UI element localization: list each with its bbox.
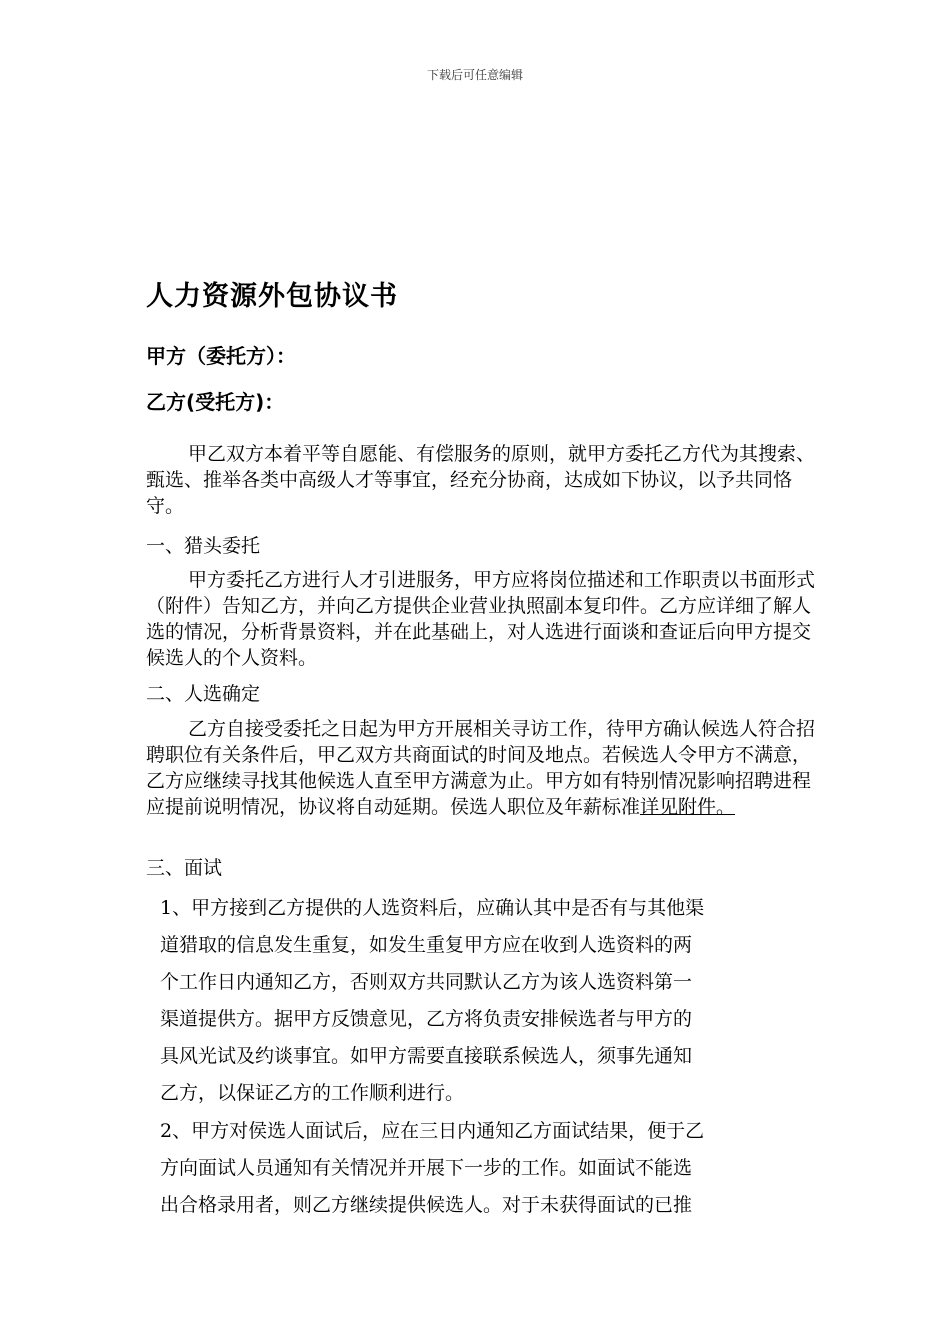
intro-block: [146, 441, 826, 519]
section-2-heading: 二、人选确定: [146, 683, 261, 705]
section-3-line: 个工作日内通知乙方，否则双方共同默认乙方为该人选资料第一: [160, 971, 693, 993]
section-2-text: 乙方自接受委托之日起为甲方开展相关寻访工作，待甲方确认候选人符合招聘职位有关条件后，甲乙双方共商面试的时间及地点。若候选人令甲方不满意，乙方应继续寻找其他候选人直至甲方满意为止。甲方如有特别情况影响招聘进程应提前说明情况，协议将自动延期。侯选人职位及年薪标准: [146, 718, 816, 818]
section-3-line: 出合格录用者，则乙方继续提供候选人。对于未获得面试的已推: [160, 1194, 693, 1216]
section-3-line: 1、甲方接到乙方提供的人选资料后，应确认其中是否有与其他渠: [160, 897, 705, 919]
section-2-block: [146, 716, 826, 820]
section-2-paragraph: [146, 716, 826, 820]
section-3-line: 乙方，以保证乙方的工作顺利进行。: [160, 1082, 465, 1104]
section-1-block: [146, 567, 826, 671]
section-3-line: 道猎取的信息发生重复，如发生重复甲方应在收到人选资料的两: [160, 934, 693, 956]
section-3-line: 具风光试及约谈事宜。如甲方需要直接联系候选人，须事先通知: [160, 1045, 693, 1067]
section-1-heading: 一、猎头委托: [146, 535, 261, 557]
section-3-heading: 三、面试: [146, 857, 223, 879]
section-1-paragraph: 甲方委托乙方进行人才引进服务，甲方应将岗位描述和工作职责以书面形式（附件）告知乙方，并向乙方提供企业营业执照副本复印件。乙方应详细了解人选的情况，分析背景资料，并在此基础上，对人选进行面谈和查证后向甲方提交候选人的个人资料。: [146, 569, 816, 669]
section-2-underlined-text: 详见附件。: [640, 796, 736, 818]
party-b-label: 乙方(受托方)：: [146, 390, 285, 414]
intro-paragraph: 甲乙双方本着平等自愿能、有偿服务的原则，就甲方委托乙方代为其搜索、甄选、推举各类中高级人才等事宜，经充分协商，达成如下协议，以予共同恪守。: [146, 443, 816, 517]
section-3-line: 渠道提供方。据甲方反馈意见，乙方将负责安排候选者与甲方的: [160, 1008, 693, 1030]
page-header: 下载后可任意编辑: [426, 68, 523, 82]
section-3-line: 方向面试人员通知有关情况并开展下一步的工作。如面试不能选: [160, 1157, 693, 1179]
section-3-line: 2、甲方对侯选人面试后，应在三日内通知乙方面试结果，便于乙: [160, 1120, 705, 1142]
party-a-label: 甲方（委托方）：: [146, 344, 296, 368]
document-title: 人力资源外包协议书: [146, 281, 398, 312]
